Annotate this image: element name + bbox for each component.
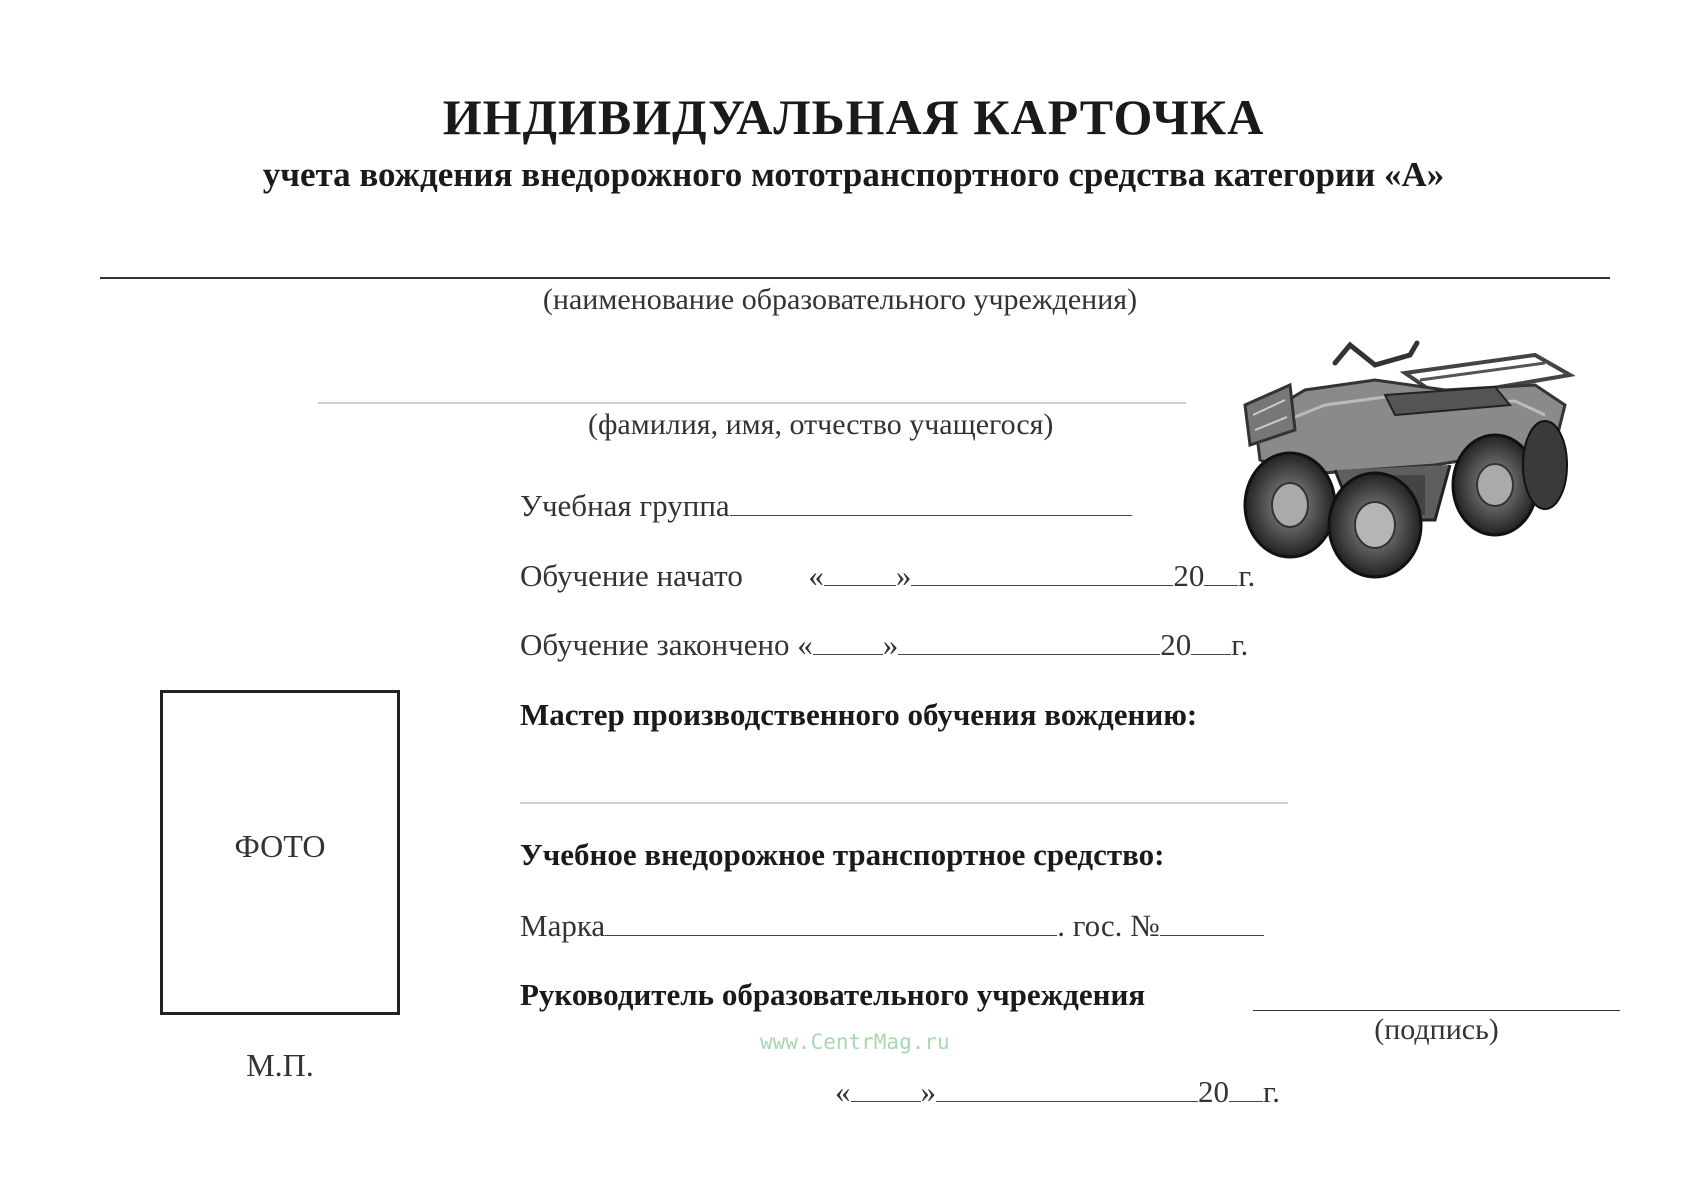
brand-label: Марка bbox=[520, 908, 606, 943]
director-signature-line[interactable] bbox=[1253, 1010, 1620, 1011]
end-month-line[interactable] bbox=[898, 626, 1160, 655]
training-start-label: Обучение начато bbox=[520, 558, 743, 593]
end-year-prefix: 20 bbox=[1160, 627, 1192, 662]
training-end-row bbox=[520, 626, 1248, 663]
study-group-row bbox=[520, 487, 1132, 524]
director-label: Руководитель образовательного учреждения bbox=[520, 977, 1146, 1012]
start-year-suffix: г. bbox=[1238, 558, 1256, 593]
end-quote-close: » bbox=[882, 627, 899, 662]
end-quote-open: « bbox=[797, 627, 813, 662]
instructor-label: Мастер производственного обучения вождению: bbox=[520, 697, 1198, 732]
study-group-input-line[interactable] bbox=[730, 487, 1132, 516]
plate-label: . гос. № bbox=[1057, 908, 1160, 943]
stamp-label: М.П. bbox=[246, 1047, 314, 1083]
end-day-line[interactable] bbox=[813, 626, 883, 655]
director-year-line[interactable] bbox=[1229, 1073, 1263, 1102]
training-end-label: Обучение закончено bbox=[520, 627, 790, 662]
student-caption: (фамилия, имя, отчество учащегося) bbox=[588, 408, 1054, 441]
instructor-name-line[interactable] bbox=[520, 802, 1288, 804]
start-year-prefix: 20 bbox=[1173, 558, 1205, 593]
atv-quad-bike-icon bbox=[1235, 335, 1575, 585]
institution-caption: (наименование образовательного учреждения) bbox=[542, 283, 1138, 316]
start-day-line[interactable] bbox=[824, 557, 896, 586]
end-year-line[interactable] bbox=[1191, 626, 1231, 655]
plate-input-line[interactable] bbox=[1160, 907, 1264, 936]
start-month-line[interactable] bbox=[911, 557, 1173, 586]
director-date-row bbox=[835, 1073, 1280, 1110]
institution-line[interactable] bbox=[100, 277, 1610, 279]
director-day-line[interactable] bbox=[851, 1073, 921, 1102]
watermark-text: www.CentrMag.ru bbox=[760, 1030, 950, 1054]
start-year-line[interactable] bbox=[1204, 557, 1238, 586]
director-year-prefix: 20 bbox=[1198, 1074, 1229, 1109]
director-quote-open: « bbox=[835, 1074, 851, 1109]
start-quote-open: « bbox=[808, 558, 824, 593]
brand-input-line[interactable] bbox=[605, 907, 1057, 936]
director-quote-close: » bbox=[920, 1074, 936, 1109]
signature-caption: (подпись) bbox=[1374, 1013, 1499, 1046]
card-subtitle: учета вождения внедорожного мототранспортного средства категории «А» bbox=[262, 155, 1445, 194]
card-title: ИНДИВИДУАЛЬНАЯ КАРТОЧКА bbox=[442, 89, 1265, 145]
vehicle-label: Учебное внедорожное транспортное средство: bbox=[520, 837, 1165, 872]
student-name-line[interactable] bbox=[318, 402, 1186, 404]
director-month-line[interactable] bbox=[936, 1073, 1198, 1102]
end-year-suffix: г. bbox=[1231, 627, 1249, 662]
start-quote-close: » bbox=[895, 558, 912, 593]
study-group-label: Учебная группа bbox=[520, 488, 730, 523]
photo-label: ФОТО bbox=[234, 828, 326, 864]
training-start-row bbox=[520, 557, 1255, 594]
director-year-suffix: г. bbox=[1263, 1074, 1280, 1109]
vehicle-brand-row bbox=[520, 907, 1264, 944]
